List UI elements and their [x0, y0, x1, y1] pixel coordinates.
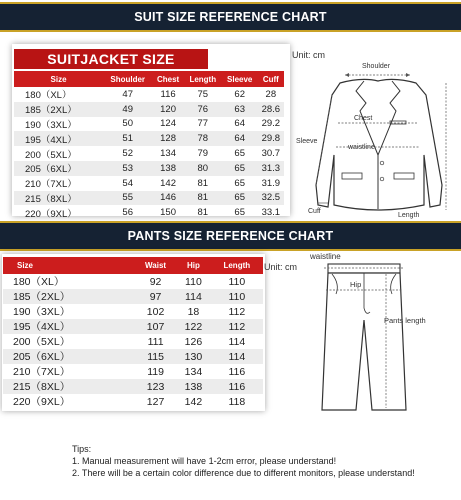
tip-line-2: 2. There will be a certain color difference due to different monitors, please understand! — [72, 468, 415, 478]
pants-col-size: Size — [3, 257, 135, 274]
table-cell: 81 — [197, 192, 209, 204]
table-cell: 134 — [160, 148, 176, 160]
table-cell: 112 — [228, 305, 246, 318]
table-cell: 55 — [122, 192, 133, 204]
pants-label-hip: Hip — [350, 280, 362, 289]
table-row — [3, 274, 263, 289]
pants-table-body — [3, 274, 263, 409]
tips-heading: Tips: — [72, 444, 92, 454]
jacket-size-table — [14, 71, 284, 220]
suit-banner-title: SUIT SIZE REFERENCE CHART — [134, 10, 327, 24]
table-cell: 31.9 — [261, 177, 281, 189]
table-cell: 119 — [147, 365, 164, 378]
table-cell: 80 — [197, 162, 209, 174]
table-cell: 127 — [146, 395, 165, 408]
tip-line-1: 1. Manual measurement will have 1-2cm error, please understand! — [72, 456, 337, 466]
pants-label-length: Pants length — [384, 316, 426, 325]
table-row — [14, 102, 284, 117]
table-row — [14, 146, 284, 161]
pants-diagram — [300, 250, 461, 415]
table-cell: 76 — [197, 103, 209, 115]
table-cell: 122 — [184, 320, 203, 333]
table-cell: 116 — [228, 380, 246, 393]
jacket-col-shoulder: Shoulder — [103, 71, 152, 87]
table-cell: 65 — [234, 148, 245, 160]
table-row — [14, 205, 284, 220]
table-cell: 114 — [228, 335, 246, 348]
table-cell: 81 — [197, 207, 209, 219]
table-cell: 200（5XL） — [25, 149, 77, 161]
table-cell: 116 — [160, 88, 176, 100]
table-row — [3, 349, 263, 364]
table-cell: 29.8 — [261, 133, 281, 145]
table-cell: 75 — [197, 88, 209, 100]
table-row — [14, 131, 284, 146]
table-cell: 33.1 — [261, 207, 281, 219]
table-cell: 79 — [197, 148, 209, 160]
table-cell: 53 — [122, 162, 133, 174]
table-cell: 142 — [160, 177, 176, 189]
table-cell: 114 — [228, 350, 246, 363]
table-cell: 114 — [185, 290, 202, 303]
table-row — [14, 191, 284, 206]
table-cell: 112 — [228, 320, 246, 333]
table-cell: 190（3XL） — [25, 119, 77, 131]
table-cell: 123 — [146, 380, 165, 393]
table-cell: 126 — [184, 335, 203, 348]
pants-col-hip: Hip — [176, 257, 210, 274]
table-cell: 111 — [147, 335, 164, 348]
table-cell: 220（9XL） — [13, 396, 71, 408]
tips-section — [72, 443, 415, 479]
table-cell: 185（2XL） — [13, 291, 71, 303]
pants-col-waist: Waist — [135, 257, 176, 274]
table-cell: 110 — [228, 275, 246, 288]
table-cell: 130 — [184, 350, 203, 363]
table-cell: 185（2XL） — [25, 105, 77, 117]
table-cell: 56 — [122, 207, 133, 219]
table-cell: 49 — [122, 103, 133, 115]
table-cell: 63 — [234, 103, 245, 115]
jacket-col-length: Length — [184, 71, 222, 87]
jacket-col-cuff: Cuff — [258, 71, 284, 87]
table-cell: 50 — [122, 118, 133, 130]
table-cell: 180（XL） — [13, 276, 65, 288]
table-cell: 134 — [184, 365, 203, 378]
table-cell: 28.6 — [261, 103, 281, 115]
jacket-label-cuff: Cuff — [308, 208, 321, 215]
pants-banner-title: PANTS SIZE REFERENCE CHART — [127, 229, 334, 243]
table-cell: 64 — [234, 133, 245, 145]
table-cell: 190（3XL） — [13, 306, 71, 318]
table-cell: 142 — [184, 395, 203, 408]
table-row — [3, 319, 263, 334]
table-cell: 65 — [234, 192, 245, 204]
table-cell: 146 — [160, 192, 176, 204]
table-cell: 205（6XL） — [13, 351, 71, 363]
pants-table-header — [3, 257, 263, 274]
table-cell: 65 — [234, 207, 245, 219]
table-cell: 110 — [185, 275, 202, 288]
table-row — [3, 379, 263, 394]
table-row — [3, 304, 263, 319]
pants-unit-label: Unit: cm — [264, 262, 298, 272]
table-cell: 150 — [160, 207, 176, 219]
jacket-label-shoulder: Shoulder — [362, 63, 391, 70]
table-cell: 120 — [160, 103, 176, 115]
table-cell: 107 — [146, 320, 165, 333]
table-cell: 138 — [160, 162, 176, 174]
jacket-title-text: SUITJACKET SIZE — [47, 51, 175, 67]
pants-size-banner — [0, 221, 461, 251]
table-cell: 18 — [187, 305, 200, 318]
jacket-col-chest: Chest — [152, 71, 184, 87]
table-cell: 115 — [147, 350, 164, 363]
table-cell: 64 — [234, 118, 245, 130]
pants-size-table — [3, 257, 263, 409]
jacket-table-body — [14, 87, 284, 220]
jacket-label-sleeve: Sleeve — [296, 138, 318, 145]
table-cell: 77 — [197, 118, 209, 130]
table-row — [14, 176, 284, 191]
table-cell: 200（5XL） — [13, 336, 71, 348]
table-cell: 116 — [228, 365, 246, 378]
table-cell: 210（7XL） — [13, 366, 71, 378]
table-cell: 29.2 — [261, 118, 281, 130]
table-row — [3, 364, 263, 379]
jacket-label-chest: Chest — [354, 115, 373, 122]
pants-col-length: Length — [211, 257, 263, 274]
table-row — [14, 117, 284, 132]
pants-label-waistline: waistline — [310, 252, 341, 261]
table-cell: 124 — [160, 118, 176, 130]
jacket-size-title — [14, 49, 208, 69]
table-row — [3, 334, 263, 349]
table-cell: 65 — [234, 162, 245, 174]
table-cell: 92 — [149, 275, 162, 288]
table-cell: 180（XL） — [25, 90, 72, 102]
table-cell: 195（4XL） — [13, 321, 71, 333]
table-cell: 110 — [228, 290, 246, 303]
table-row — [14, 161, 284, 176]
table-cell: 54 — [122, 177, 133, 189]
table-cell: 210（7XL） — [25, 179, 77, 191]
table-row — [3, 394, 263, 409]
table-cell: 102 — [146, 305, 165, 318]
jacket-label-length: Length — [398, 212, 420, 219]
table-cell: 62 — [234, 88, 245, 100]
table-cell: 215（8XL） — [13, 381, 71, 393]
table-row — [3, 289, 263, 304]
table-cell: 78 — [197, 133, 209, 145]
table-cell: 28 — [265, 88, 277, 100]
table-cell: 30.7 — [261, 148, 281, 160]
table-cell: 220（9XL） — [25, 208, 77, 220]
jacket-label-waistline: waistline — [348, 144, 375, 151]
table-cell: 205（6XL） — [25, 164, 77, 176]
table-cell: 138 — [184, 380, 203, 393]
jacket-col-size: Size — [14, 71, 103, 87]
table-cell: 97 — [149, 290, 162, 303]
table-cell: 81 — [197, 177, 209, 189]
table-cell: 118 — [228, 395, 246, 408]
suit-size-banner — [0, 2, 461, 32]
table-cell: 128 — [160, 133, 176, 145]
table-cell: 31.3 — [261, 162, 281, 174]
table-cell: 32.5 — [261, 192, 281, 204]
table-cell: 195（4XL） — [25, 134, 77, 146]
jacket-unit-label: Unit: cm — [292, 50, 326, 60]
table-cell: 51 — [122, 133, 133, 145]
table-cell: 47 — [122, 88, 133, 100]
jacket-col-sleeve: Sleeve — [222, 71, 258, 87]
table-cell: 215（8XL） — [25, 193, 77, 205]
jacket-table-header — [14, 71, 284, 87]
suit-jacket-diagram — [290, 55, 461, 220]
table-cell: 52 — [122, 148, 133, 160]
table-row — [14, 87, 284, 102]
table-cell: 65 — [234, 177, 245, 189]
